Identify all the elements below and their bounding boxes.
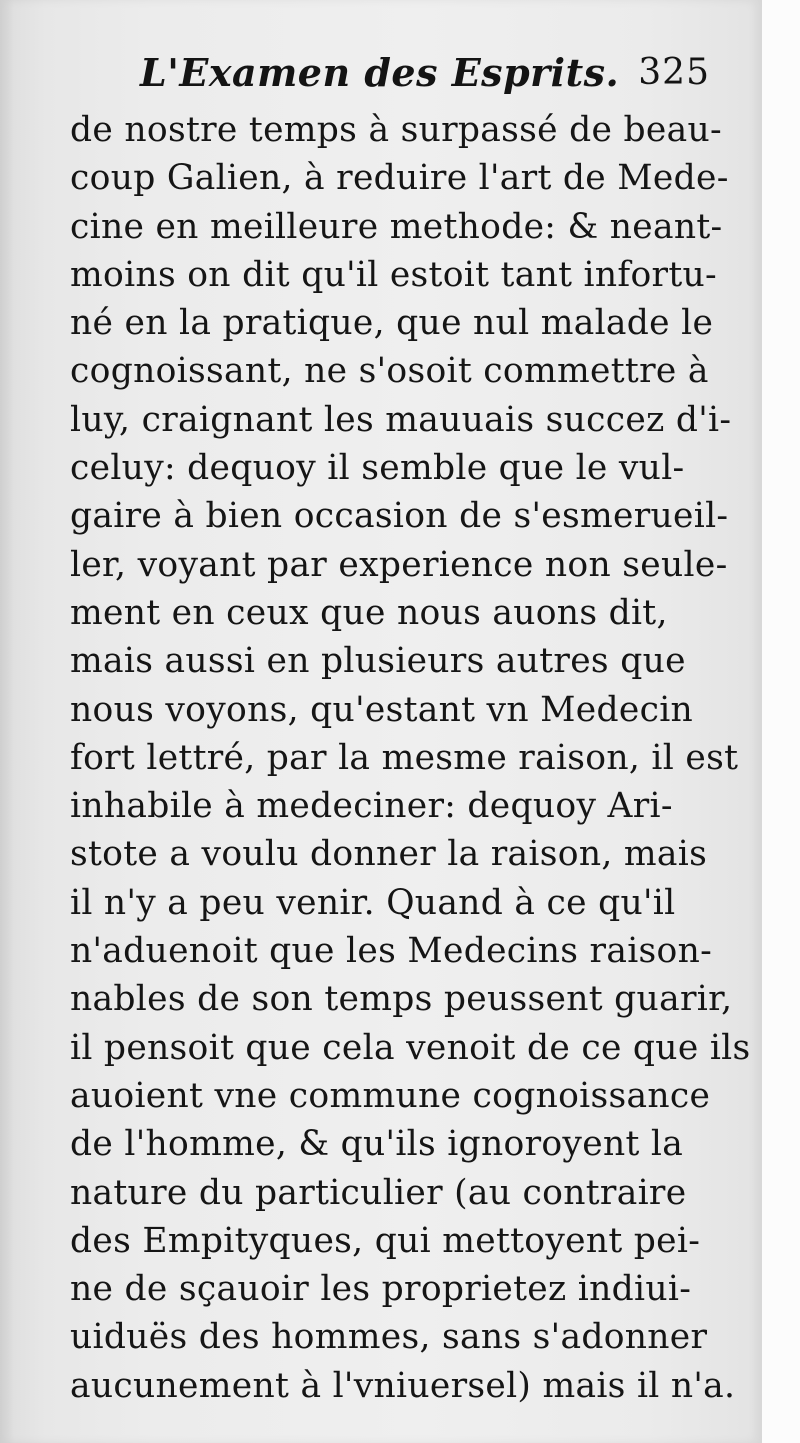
text-line: aucunement à l'vniuersel) mais il n'a. [70,1365,736,1406]
page-edge-shadow [0,0,14,1443]
text-line: né en la pratique, que nul malade le [70,303,714,344]
text-line: uiduës des hommes, sans s'adonner [70,1317,708,1358]
page-header [140,50,710,106]
body-text [70,106,750,1410]
running-title: L'Examen des Esprits. [140,50,620,95]
text-line: cognoissant, ne s'osoit commettre à [70,351,709,392]
text-line: celuy: dequoy il semble que le vul- [70,448,685,489]
text-line: il pensoit que cela venoit de ce que ils [70,1027,751,1068]
text-line: ler, voyant par experience non seule- [70,544,728,585]
text-line: de l'homme, & qu'ils ignoroyent la [70,1124,684,1165]
text-line: nature du particulier (au contraire [70,1172,687,1213]
text-line: stote a voulu donner la raison, mais [70,834,708,875]
text-line: mais aussi en plusieurs autres que [70,641,686,682]
text-line: luy, craignant les mauuais succez d'i- [70,399,732,440]
text-line: coup Galien, à reduire l'art de Mede- [70,158,729,199]
text-line: moins on dit qu'il estoit tant infortu- [70,254,717,295]
text-line: n'aduenoit que les Medecins raison- [70,931,713,972]
text-line: auoient vne commune cognoissance [70,1075,711,1116]
text-line: nous voyons, qu'estant vn Medecin [70,689,694,730]
text-line: nables de son temps peussent guarir, [70,979,733,1020]
text-line: il n'y a peu venir. Quand à ce qu'il [70,882,676,923]
text-line: fort lettré, par la mesme raison, il est [70,737,739,778]
text-line: de nostre temps à surpassé de beau- [70,110,722,150]
text-line: des Empityques, qui mettoyent pei- [70,1220,701,1261]
text-line: inhabile à medeciner: dequoy Ari- [70,786,673,827]
text-line: ment en ceux que nous auons dit, [70,592,668,633]
page-number: 325 [638,52,710,93]
text-line: ne de sçauoir les proprietez indiui- [70,1269,692,1310]
text-line: cine en meilleure methode: & neant- [70,206,723,247]
text-line: gaire à bien occasion de s'esmerueil- [70,496,729,537]
scan-margin [762,0,800,1443]
